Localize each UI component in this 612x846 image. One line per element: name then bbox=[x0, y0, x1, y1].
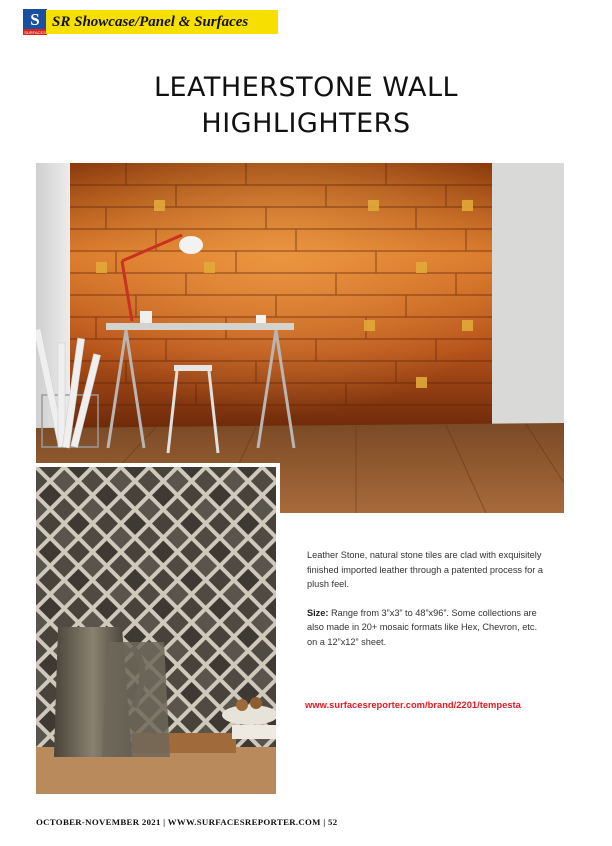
intro-paragraph: Leather Stone, natural stone tiles are clad with exquisitely finished imported leather through a patented process for a plush feel. bbox=[307, 550, 543, 590]
tile-detail-photo bbox=[36, 463, 280, 794]
title-line-2: HIGHLIGHTERS bbox=[201, 108, 411, 139]
tile-detail-illustration bbox=[36, 467, 276, 794]
footer-separator: | bbox=[160, 817, 168, 827]
page-number: 52 bbox=[328, 817, 338, 827]
logo-sub: SURFACES bbox=[24, 30, 46, 35]
section-label: SR Showcase/Panel & Surfaces bbox=[52, 13, 249, 30]
room-photo bbox=[36, 163, 564, 513]
footer-separator: | bbox=[320, 817, 329, 827]
section-header bbox=[0, 8, 278, 34]
footer-website: WWW.SURFACESREPORTER.COM bbox=[167, 817, 321, 827]
logo-letter: S bbox=[30, 10, 40, 29]
brand-link[interactable]: www.surfacesreporter.com/brand/2201/tempesta bbox=[305, 699, 521, 710]
size-paragraph bbox=[307, 606, 547, 650]
title-line-1: LEATHERSTONE WALL bbox=[153, 72, 459, 103]
section-label-bar bbox=[46, 10, 278, 34]
size-text: Range from 3”x3” to 48”x96”. Some collections are also made in 20+ mosaic formats like Hex, Chevron, etc. on a 12”x12” sheet. bbox=[307, 607, 538, 647]
product-description bbox=[307, 548, 547, 664]
page-footer bbox=[36, 817, 337, 827]
issue-date: OCTOBER-NOVEMBER 2021 bbox=[36, 817, 161, 827]
room-illustration bbox=[36, 163, 564, 513]
size-label: Size: bbox=[307, 607, 329, 618]
surfaces-reporter-logo bbox=[22, 8, 48, 36]
page-title bbox=[0, 70, 612, 142]
